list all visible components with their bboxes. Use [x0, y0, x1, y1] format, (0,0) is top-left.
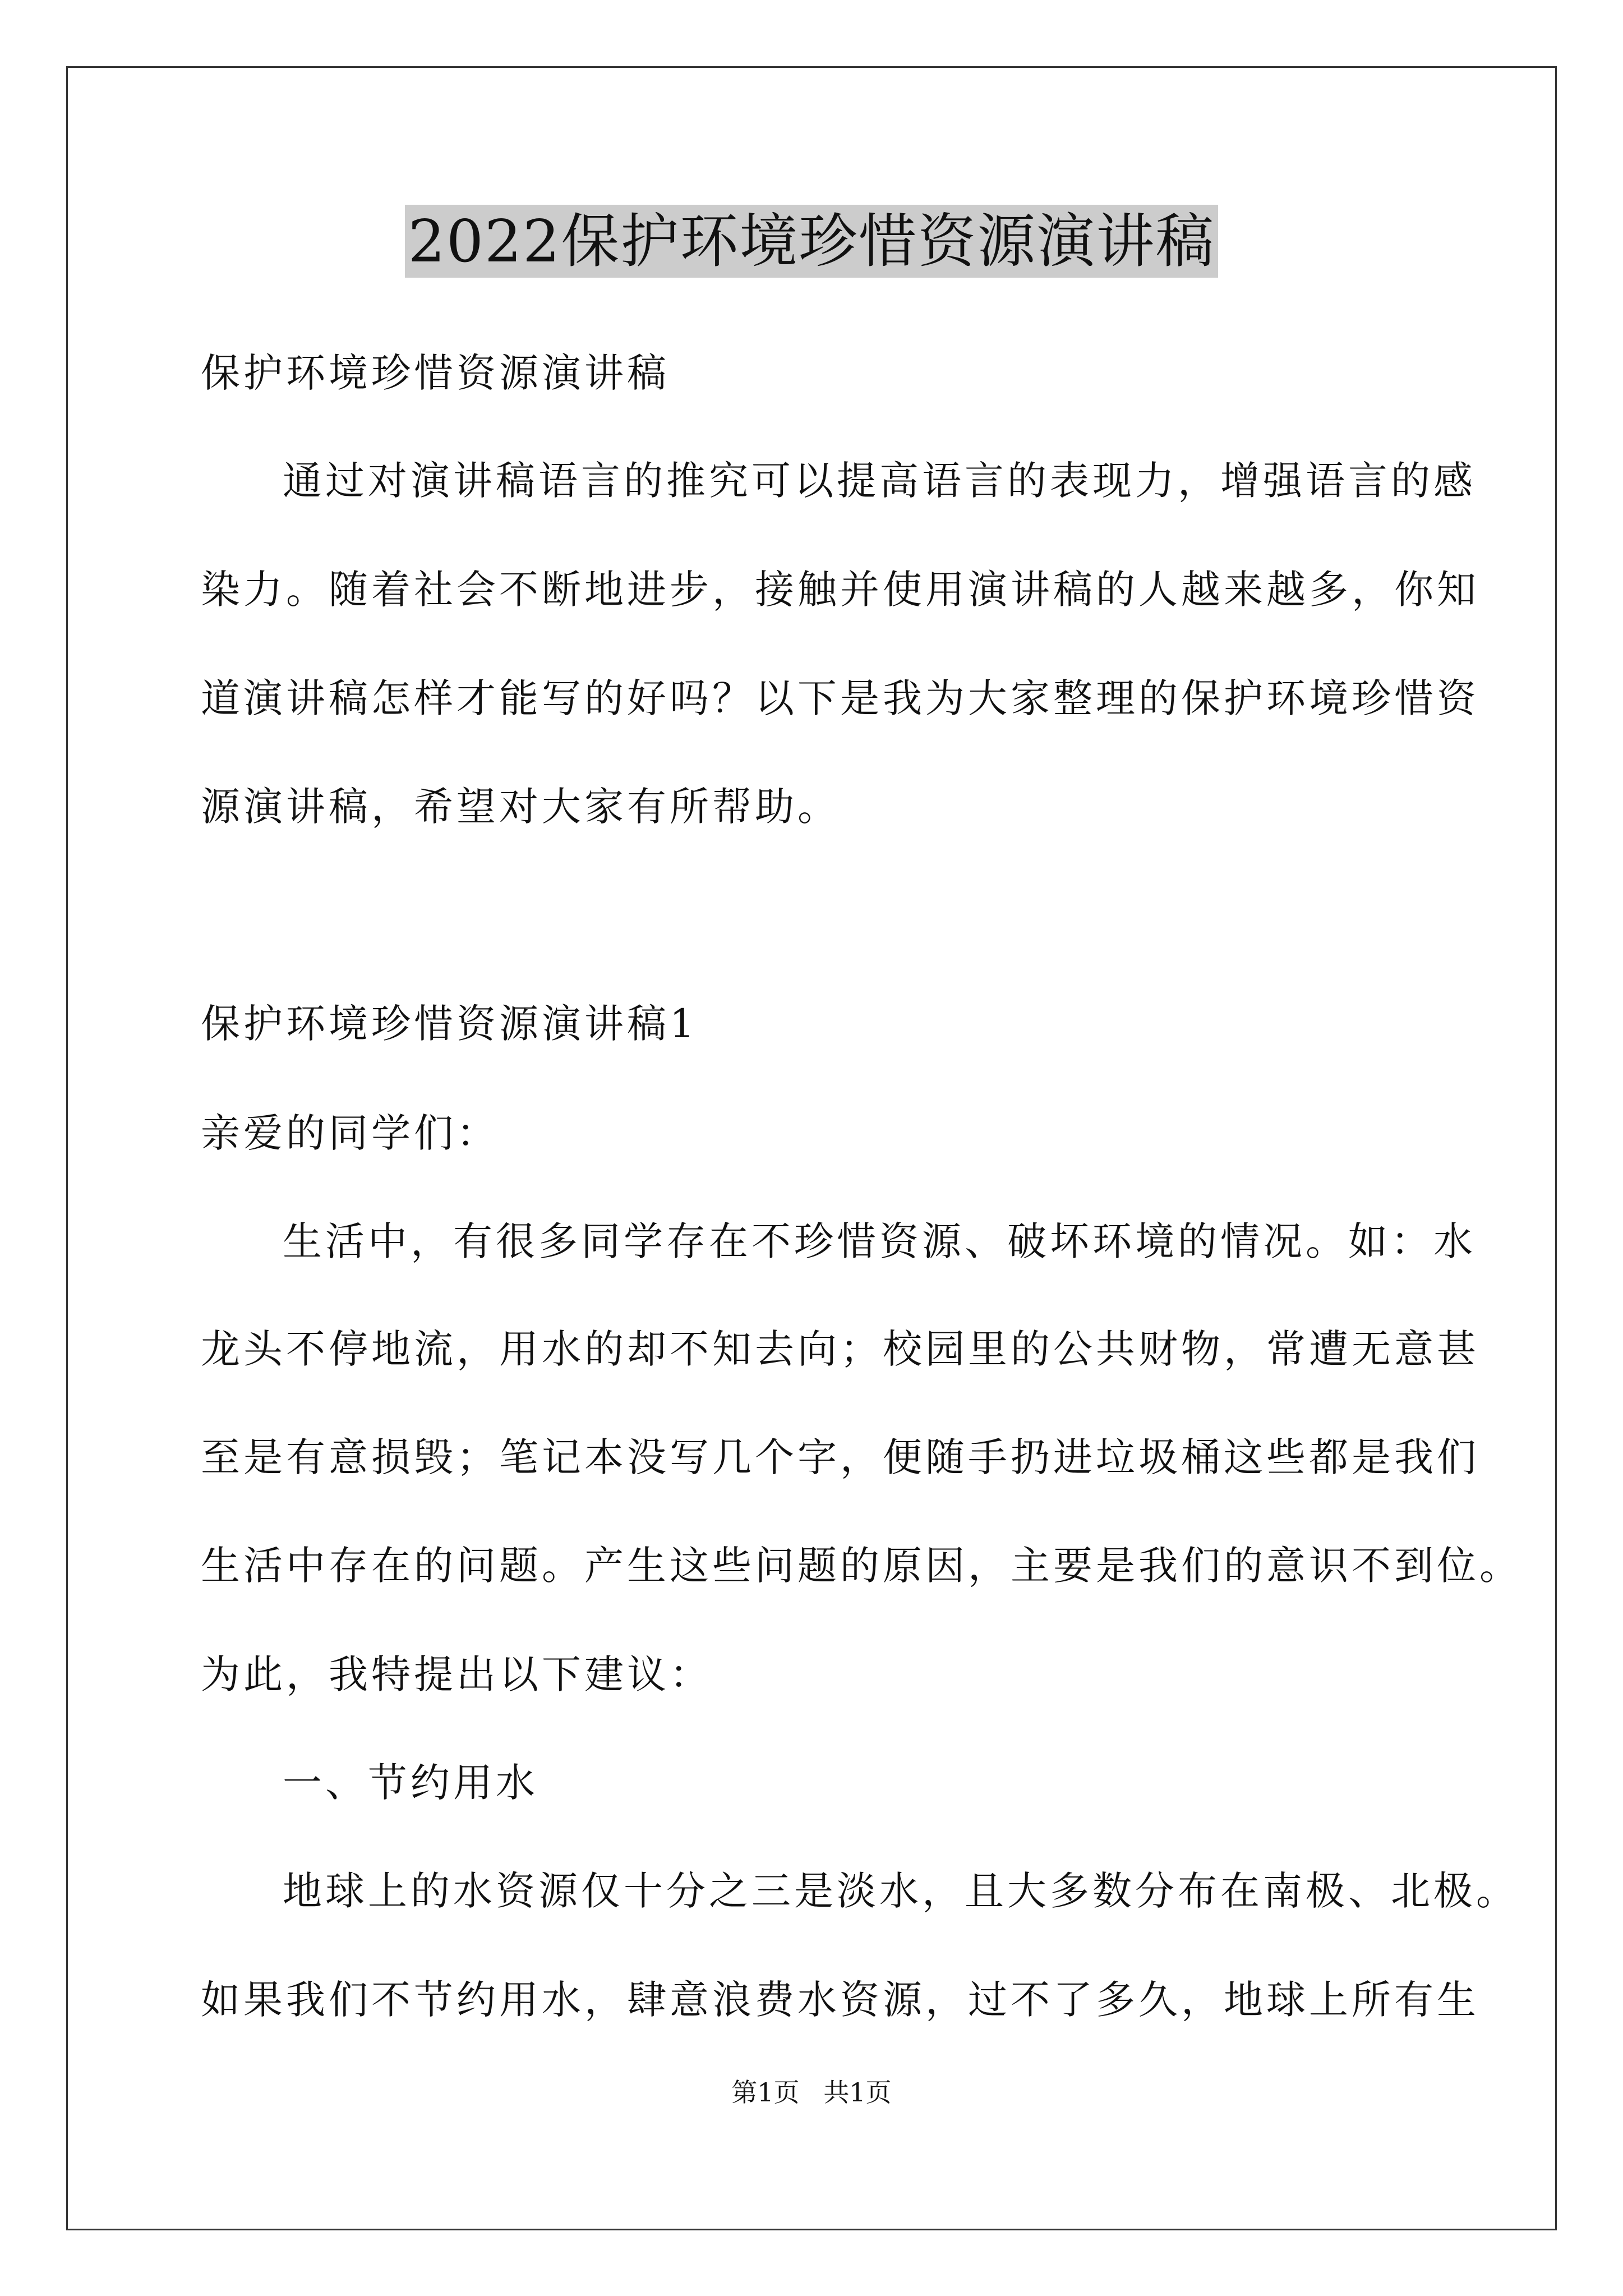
- document-title: [0, 202, 1623, 280]
- paragraph-line: 地球上的水资源仅十分之三是淡水，且大多数分布在南极、北极。: [283, 1868, 1519, 1914]
- salutation: 亲爱的同学们：: [201, 1110, 499, 1156]
- document-title-text: 2022保护环境珍惜资源演讲稿: [405, 205, 1219, 278]
- page-footer: [0, 2076, 1623, 2109]
- paragraph-line: 如果我们不节约用水，肆意浪费水资源，过不了多久，地球上所有生: [201, 1977, 1479, 2023]
- section-heading: 保护环境珍惜资源演讲稿1: [201, 1001, 698, 1047]
- subheading: 一、节约用水: [283, 1760, 538, 1806]
- page-number-current: 第1页: [731, 2077, 800, 2108]
- intro-line: 染力。随着社会不断地进步，接触并使用演讲稿的人越来越多，你知: [201, 567, 1479, 613]
- document-subtitle: 保护环境珍惜资源演讲稿: [201, 350, 670, 396]
- paragraph-line: 至是有意损毁；笔记本没写几个字，便随手扔进垃圾桶这些都是我们: [201, 1434, 1479, 1480]
- intro-line: 源演讲稿，希望对大家有所帮助。: [201, 784, 840, 830]
- paragraph-line: 为此，我特提出以下建议：: [201, 1651, 712, 1697]
- intro-line: 通过对演讲稿语言的推究可以提高语言的表现力，增强语言的感: [283, 458, 1476, 504]
- paragraph-line: 生活中，有很多同学存在不珍惜资源、破坏环境的情况。如：水: [283, 1218, 1476, 1264]
- paragraph-line: 生活中存在的问题。产生这些问题的原因，主要是我们的意识不到位。: [201, 1543, 1522, 1589]
- page-number-total: 共1页: [823, 2077, 892, 2108]
- intro-line: 道演讲稿怎样才能写的好吗？以下是我为大家整理的保护环境珍惜资: [201, 675, 1479, 721]
- paragraph-line: 龙头不停地流，用水的却不知去向；校园里的公共财物，常遭无意甚: [201, 1326, 1479, 1372]
